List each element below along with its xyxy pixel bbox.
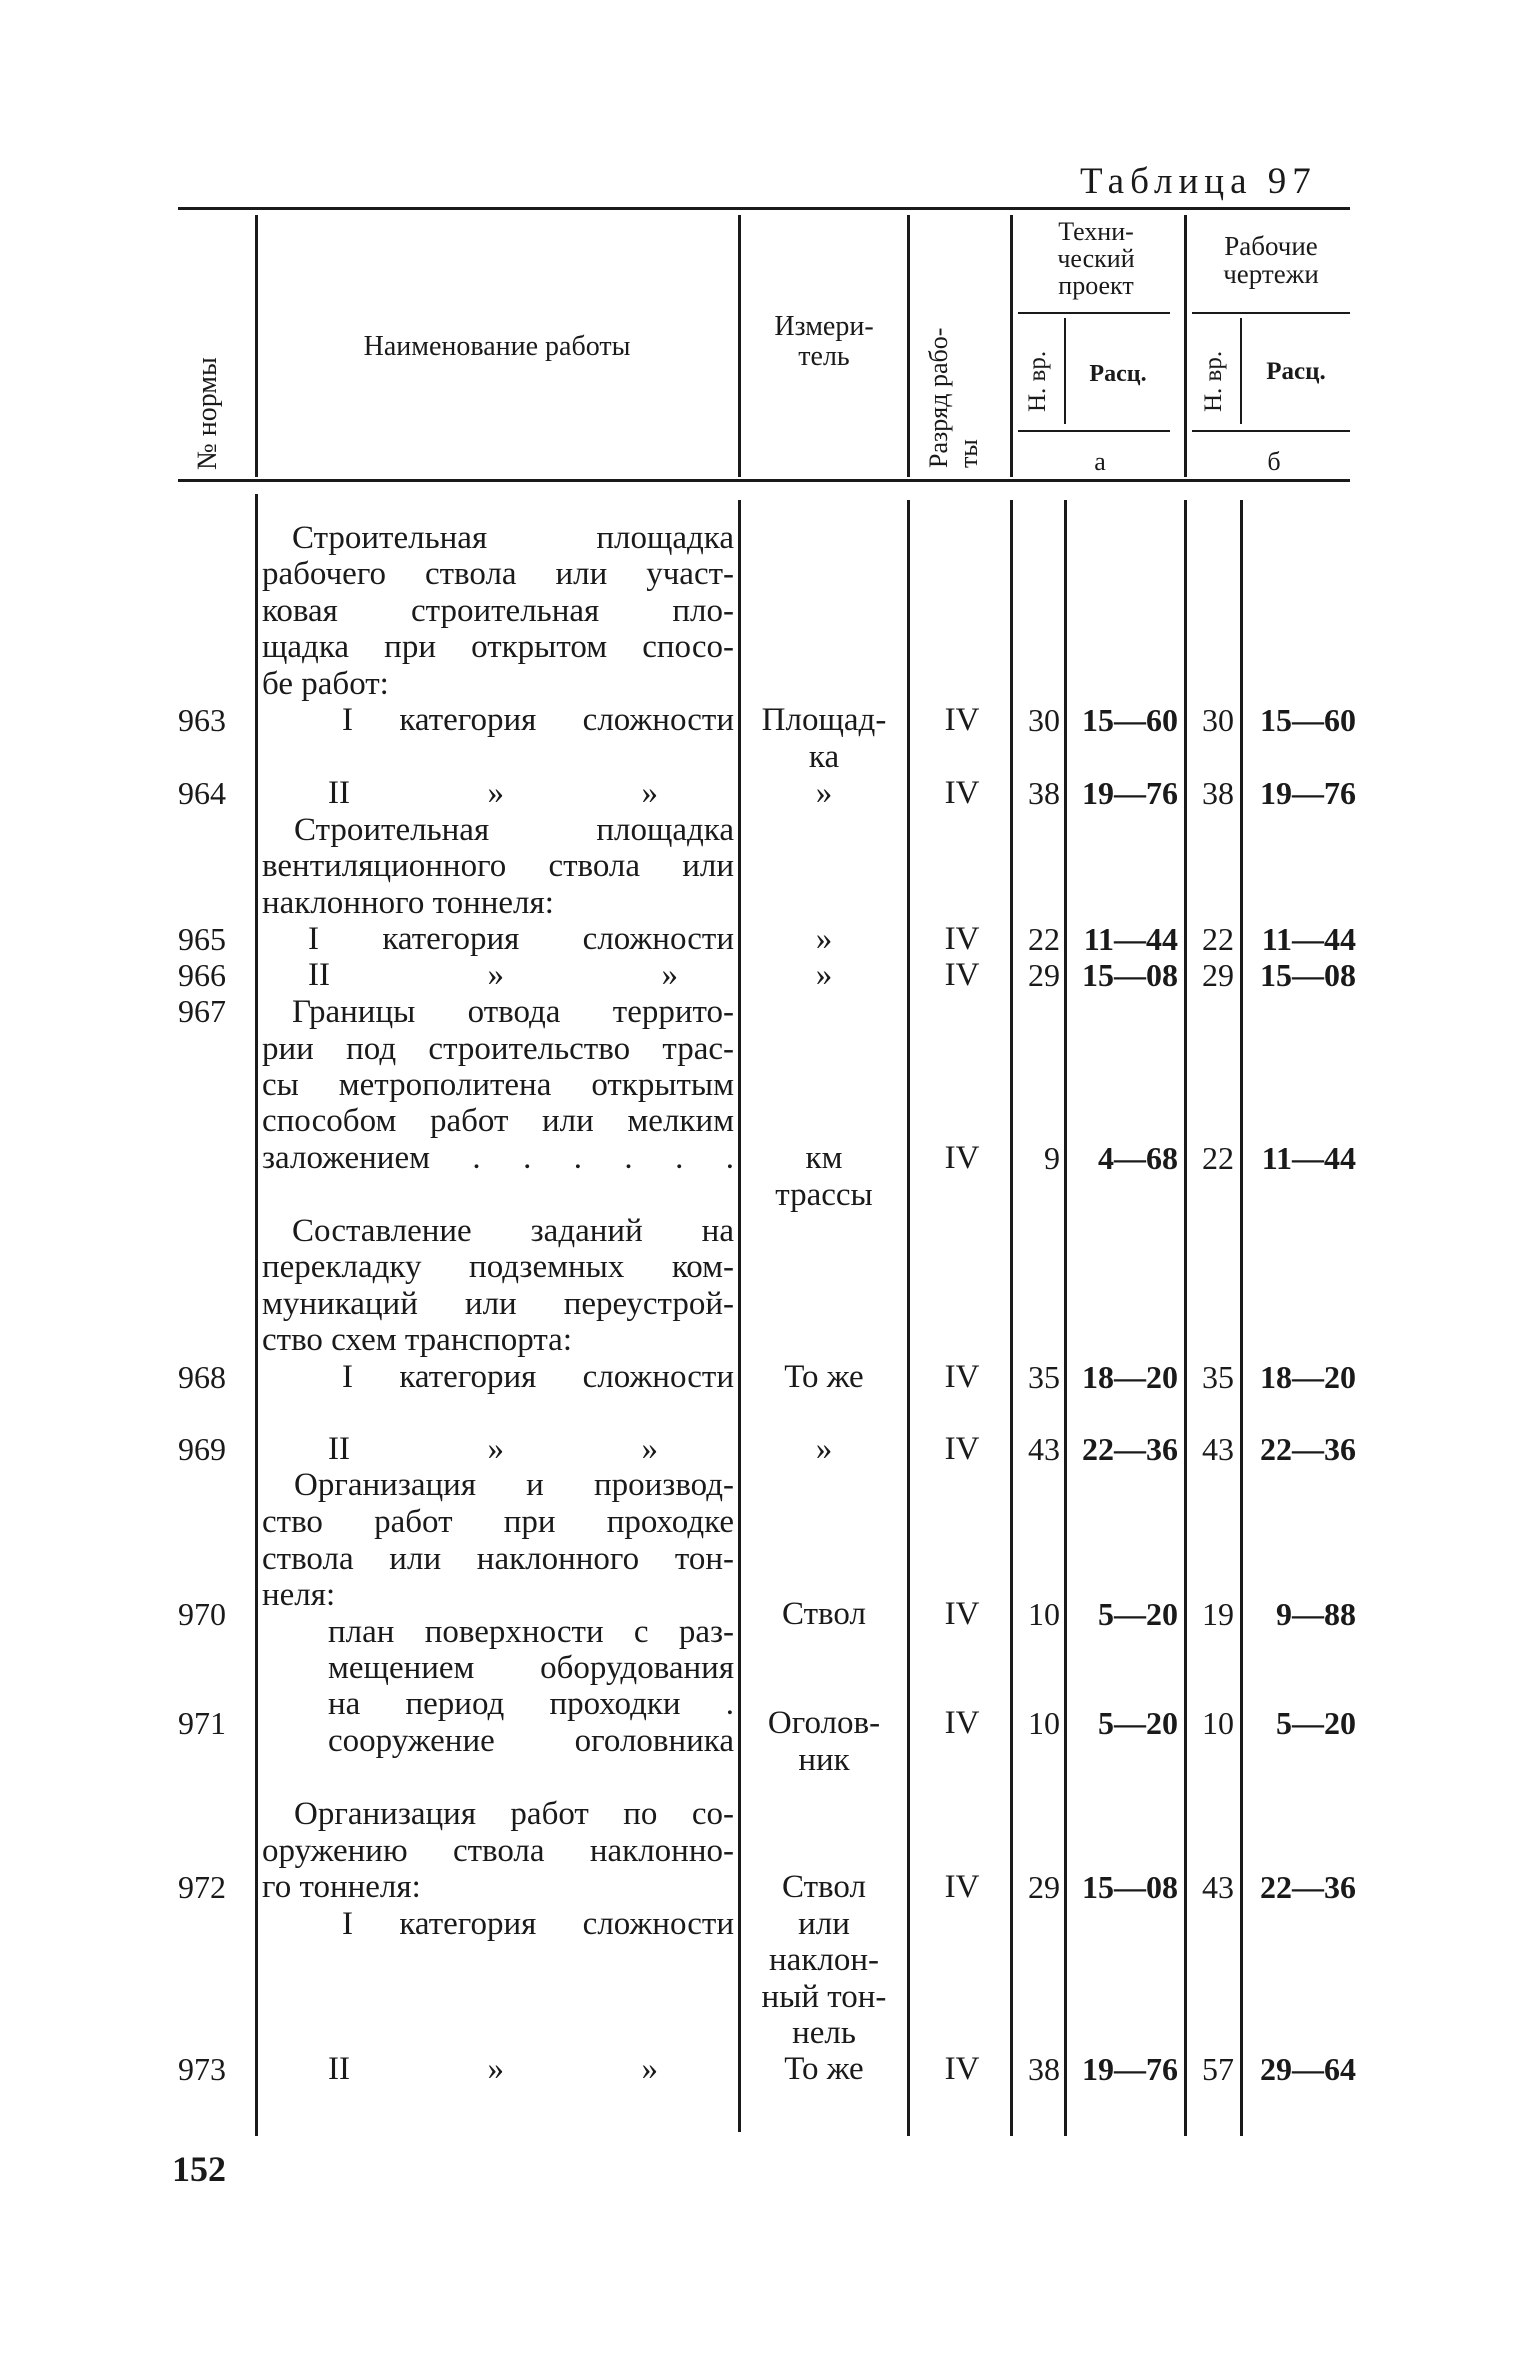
description-line: Границы отвода террито- (292, 994, 734, 1030)
norm-number: 964 (178, 775, 226, 811)
description-line: способом работ или мелким (262, 1103, 734, 1139)
tech-rate-cell: 19—76 (1082, 775, 1178, 811)
work-time-cell: 38 (1202, 775, 1234, 811)
table-title: Таблица 97 (1080, 161, 1317, 202)
description-line: Строительная площадка (292, 520, 734, 556)
work-rate-cell: 15—08 (1260, 957, 1356, 993)
unit-cell: Ствол (782, 1596, 866, 1632)
work-time-cell: 22 (1202, 1140, 1234, 1176)
norm-number: 968 (178, 1359, 226, 1395)
tech-rate-cell: 22—36 (1082, 1431, 1178, 1467)
tech-time-cell: 29 (1028, 1869, 1060, 1905)
norm-number: 969 (178, 1431, 226, 1467)
header-bottom-rule (178, 479, 1350, 482)
description-line: Строительная площадка (294, 812, 734, 848)
description-line: на период проходки . (328, 1686, 734, 1722)
header-vrule (907, 215, 910, 477)
description-line: го тоннеля: (262, 1869, 421, 1905)
norm-number: 967 (178, 993, 226, 1029)
grade-cell: IV (944, 1596, 980, 1632)
description-line: Организация и производ- (294, 1467, 734, 1503)
header-grade (924, 328, 984, 468)
grade-cell: IV (944, 957, 980, 993)
description-line: II » » (328, 1431, 658, 1467)
header-vrule (255, 215, 258, 477)
description-line: план поверхности с раз- (328, 1614, 734, 1650)
work-rate-cell: 19—76 (1260, 775, 1356, 811)
unit-cell: Оголов- ник (767, 1705, 881, 1778)
work-sub-rule (1192, 430, 1350, 432)
tech-time-cell: 29 (1028, 957, 1060, 993)
header-work-drawings (1190, 232, 1352, 288)
work-rate-cell: 5—20 (1276, 1705, 1356, 1741)
tech-sub-rule (1018, 430, 1170, 432)
unit-cell: » (815, 1431, 833, 1467)
description-line: неля: (262, 1577, 336, 1613)
unit-cell: Ствол или наклон- ный тон- нель (761, 1869, 887, 2051)
tech-time-cell: 10 (1028, 1596, 1060, 1632)
tech-time-cell: 30 (1028, 702, 1060, 738)
description-line: II » » (328, 2051, 658, 2087)
tech-group-rule (1018, 312, 1170, 314)
work-rate-cell: 9—88 (1276, 1596, 1356, 1632)
work-time-cell: 35 (1202, 1359, 1234, 1395)
work-group-rule (1192, 312, 1350, 314)
unit-cell: » (815, 957, 833, 993)
unit-cell: То же (784, 2051, 864, 2087)
header-norm-number: № нормы (192, 357, 223, 470)
description-line: бе работ: (262, 666, 389, 702)
tech-rate-cell: 5—20 (1098, 1705, 1178, 1741)
header-tech-project-text: Техни- ческий проект (1057, 217, 1135, 300)
tech-rate-cell: 15—08 (1082, 1869, 1178, 1905)
header-label-b: б (1267, 447, 1281, 476)
description-line: I категория сложности (342, 1906, 734, 1942)
grade-cell: IV (944, 702, 980, 738)
description-line: Организация работ по со- (294, 1796, 734, 1832)
description-line: II » » (328, 775, 658, 811)
tech-rate-cell: 15—08 (1082, 957, 1178, 993)
header-tech-project (1016, 218, 1176, 299)
description-line: Составление заданий на (292, 1213, 734, 1249)
norm-number: 972 (178, 1869, 226, 1905)
work-time-cell: 43 (1202, 1869, 1234, 1905)
description-line: перекладку подземных ком- (262, 1249, 734, 1285)
norm-number: 966 (178, 957, 226, 993)
tech-rate-cell: 18—20 (1082, 1359, 1178, 1395)
description-line: наклонного тоннеля: (262, 885, 554, 921)
grade-cell: IV (944, 1869, 980, 1905)
unit-cell: Площад- ка (761, 702, 887, 775)
description-line: вентиляционного ствола или (262, 848, 734, 884)
work-rate-cell: 29—64 (1260, 2051, 1356, 2087)
header-work-rasc: Расц. (1266, 358, 1326, 385)
grade-cell: IV (944, 1140, 980, 1176)
unit-cell: » (815, 775, 833, 811)
work-time-cell: 29 (1202, 957, 1234, 993)
tech-rate-cell: 4—68 (1098, 1140, 1178, 1176)
tech-time-cell: 38 (1028, 2051, 1060, 2087)
description-line: ство схем транспорта: (262, 1322, 572, 1358)
header-tech-hvr: Н. вр. (1024, 350, 1051, 412)
work-time-cell: 19 (1202, 1596, 1234, 1632)
unit-cell: » (815, 921, 833, 957)
norm-number: 963 (178, 702, 226, 738)
header-unit-text: Измери- тель (774, 311, 874, 372)
description-line: мещением оборудования (328, 1650, 734, 1686)
tech-time-cell: 10 (1028, 1705, 1060, 1741)
work-rate-cell: 15—60 (1260, 702, 1356, 738)
body-vrule (1240, 500, 1243, 2136)
tech-time-cell: 22 (1028, 921, 1060, 957)
unit-cell: То же (784, 1359, 864, 1395)
header-unit (744, 312, 904, 372)
tech-time-cell: 43 (1028, 1431, 1060, 1467)
grade-cell: IV (944, 1705, 980, 1741)
description-line: заложением . . . . . . (262, 1140, 734, 1176)
description-line: ковая строительная пло- (262, 593, 734, 629)
header-label-a: а (1094, 447, 1106, 476)
description-line: рабочего ствола или участ- (262, 556, 734, 592)
description-line: I категория сложности (308, 921, 734, 957)
header-vrule (1010, 215, 1013, 477)
description-line: сы метрополитена открытым (262, 1067, 734, 1103)
work-rate-cell: 11—44 (1261, 1140, 1356, 1176)
body-vrule (907, 500, 910, 2136)
body-vrule (255, 494, 258, 2136)
tech-time-cell: 38 (1028, 775, 1060, 811)
description-line: муникаций или переустрой- (262, 1286, 734, 1322)
description-line: щадка при открытом спосо- (262, 629, 734, 665)
description-line: II » » (308, 957, 678, 993)
grade-cell: IV (944, 2051, 980, 2087)
norm-number: 970 (178, 1596, 226, 1632)
header-tech-rasc: Расц. (1089, 361, 1147, 387)
description-line: оружению ствола наклонно- (262, 1833, 734, 1869)
work-time-cell: 43 (1202, 1431, 1234, 1467)
header-work-name: Наименование работы (363, 331, 631, 362)
norm-number: 971 (178, 1705, 226, 1741)
description-line: сооружение оголовника (328, 1723, 734, 1759)
grade-cell: IV (944, 921, 980, 957)
tech-rate-cell: 5—20 (1098, 1596, 1178, 1632)
work-time-cell: 10 (1202, 1705, 1234, 1741)
work-time-cell: 57 (1202, 2051, 1234, 2087)
unit-cell: км трассы (775, 1140, 873, 1213)
header-vrule (738, 215, 741, 477)
description-line: I категория сложности (342, 1359, 734, 1395)
tech-time-cell: 9 (1044, 1140, 1060, 1176)
work-time-cell: 22 (1202, 921, 1234, 957)
page-number: 152 (172, 2149, 226, 2189)
header-work-hvr: Н. вр. (1200, 350, 1227, 412)
norm-number: 973 (178, 2051, 226, 2087)
work-rate-cell: 22—36 (1260, 1869, 1356, 1905)
header-grade-text: Разряд рабо- ты (924, 327, 983, 468)
header-vrule (1184, 215, 1187, 477)
grade-cell: IV (944, 775, 980, 811)
work-rate-cell: 11—44 (1261, 921, 1356, 957)
work-rate-cell: 22—36 (1260, 1431, 1356, 1467)
tech-time-cell: 35 (1028, 1359, 1060, 1395)
header-work-drawings-text: Рабочие чертежи (1223, 231, 1319, 289)
work-time-cell: 30 (1202, 702, 1234, 738)
work-rate-cell: 18—20 (1260, 1359, 1356, 1395)
description-line: ство работ при проходке (262, 1504, 734, 1540)
grade-cell: IV (944, 1431, 980, 1467)
grade-cell: IV (944, 1359, 980, 1395)
body-vrule (738, 500, 741, 2132)
description-line: I категория сложности (342, 702, 734, 738)
tech-rate-cell: 11—44 (1083, 921, 1178, 957)
tech-rate-cell: 15—60 (1082, 702, 1178, 738)
description-line: ствола или наклонного тон- (262, 1541, 734, 1577)
norm-number: 965 (178, 921, 226, 957)
header-vrule (1064, 318, 1066, 424)
description-line: рии под строительство трас- (262, 1031, 734, 1067)
top-rule (178, 207, 1350, 210)
tech-rate-cell: 19—76 (1082, 2051, 1178, 2087)
header-vrule (1240, 318, 1242, 424)
